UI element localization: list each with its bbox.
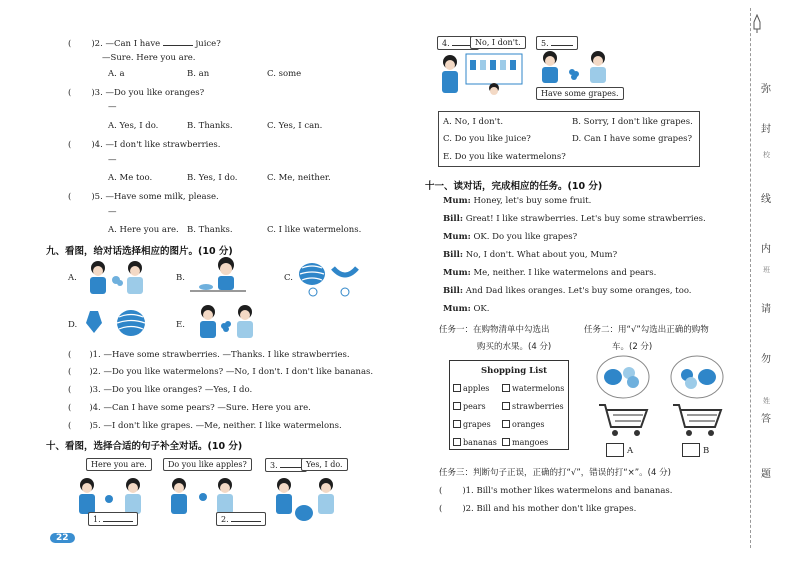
dialogue-line-1: Mum: Honey, let's buy some fruit. [443, 196, 592, 206]
section9-title: 九、看图，给对话选择相应的图片。(10 分) [46, 246, 233, 257]
dialogue-line-2: Bill: Great! I like strawberries. Let's buy some strawberries. [443, 214, 706, 224]
judge-item-1: ( )1. Bill's mother likes watermelons and bananas. [439, 486, 673, 496]
pic-label-b: B. [176, 273, 185, 283]
q4-line2: — [108, 155, 117, 165]
task2-instruction-1: 任务二：用“√”勾选出正确的购物 [584, 325, 709, 335]
task1-instruction-2: 购买的水果。(4 分) [477, 342, 552, 352]
s9-item-4: ( )4. —Can I have some pears? —Sure. Here you are. [68, 403, 311, 413]
strawberries-checkbox[interactable] [502, 402, 510, 410]
s9-item-2: ( )2. —Do you like watermelons? —No, I don't. I don't like bananas. [68, 367, 374, 377]
q5-option-a: A. Here you are. [108, 225, 179, 235]
scene5-picture [538, 48, 618, 88]
oranges-checkbox[interactable] [502, 420, 510, 428]
q4-option-a: A. Me too. [108, 173, 153, 183]
bubble-yes-i-do: Yes, I do. [301, 458, 348, 471]
side-small-1: 校 [763, 151, 770, 159]
kids-sharing-picture [80, 258, 155, 300]
q2-blank[interactable] [163, 38, 193, 46]
shop-item-bananas[interactable]: bananas [453, 438, 497, 447]
q5-option-b: B. Thanks. [187, 225, 233, 235]
cart-a-checkbox[interactable] [606, 443, 624, 457]
bubble-3: 3. [265, 458, 307, 472]
cart-b-icon [667, 355, 727, 441]
judge-item-2: ( )2. Bill and his mother don't like grapes. [439, 504, 637, 514]
cart-b-checkbox[interactable] [682, 443, 700, 457]
s9-item-5: ( )5. —I don't like grapes. —Me, neither. I like watermelons. [68, 421, 342, 431]
option-d: D. Can I have some grapes? [572, 134, 693, 144]
task2-instruction-2: 车。(2 分) [612, 342, 653, 352]
side-char-2: 封 [761, 124, 771, 135]
q5-option-c: C. I like watermelons. [267, 225, 362, 235]
option-c: C. Do you like juice? [443, 134, 531, 144]
section11-title: 十一、读对话，完成相应的任务。(10 分) [425, 181, 603, 192]
cart-b-label: B [703, 446, 710, 456]
shopping-list-title: Shopping List [481, 366, 548, 376]
dialogue-line-4: Bill: No, I don't. What about you, Mum? [443, 250, 618, 260]
q5-line2: — [108, 207, 117, 217]
side-char-4: 内 [761, 244, 771, 255]
side-char-1: 弥 [761, 84, 771, 95]
q5-line1: ( )5. —Have some milk, please. [68, 192, 219, 202]
side-char-3: 线 [761, 194, 771, 205]
grapes-checkbox[interactable] [453, 420, 461, 428]
dialogue-line-7: Mum: OK. [443, 304, 490, 314]
strawberry-watermelon-picture [84, 305, 154, 340]
q2-option-a: A. a [108, 69, 125, 79]
bubble-4: 4. [437, 36, 479, 50]
page-number: 22 [50, 533, 75, 543]
shop-item-apples[interactable]: apples [453, 384, 489, 393]
bubble-2: 2. [216, 512, 266, 526]
side-char-6: 勿 [761, 354, 771, 365]
option-a: A. No, I don't. [443, 117, 504, 127]
side-small-3: 姓 [763, 397, 770, 405]
bubble-5: 5. [536, 36, 578, 50]
apples-checkbox[interactable] [453, 384, 461, 392]
shop-item-oranges[interactable]: oranges [502, 420, 545, 429]
q2-line1: ( )2. —Can I have juice? [68, 39, 221, 49]
shop-item-strawberries[interactable]: strawberries [502, 402, 564, 411]
q3-option-a: A. Yes, I do. [108, 121, 159, 131]
watermelon-banana-picture [295, 258, 360, 298]
side-char-7: 答 [761, 414, 771, 425]
pic-label-e: E. [176, 320, 185, 330]
scene4-picture [438, 50, 526, 102]
pears-checkbox[interactable] [453, 402, 461, 410]
side-small-2: 班 [763, 266, 770, 274]
shop-item-mangoes[interactable]: mangoes [502, 438, 548, 447]
bananas-checkbox[interactable] [453, 438, 461, 446]
q4-line1: ( )4. —I don't like strawberries. [68, 140, 221, 150]
s9-item-1: ( )1. —Have some strawberries. —Thanks. I like strawberries. [68, 350, 350, 360]
shop-item-grapes[interactable]: grapes [453, 420, 491, 429]
cart-a-icon [593, 355, 653, 441]
task3-instruction: 任务三：判断句子正误，正确的打“√”，错误的打“×”。(4 分) [439, 468, 671, 478]
bubble-1-blank[interactable] [103, 514, 133, 522]
side-char-5: 请 [761, 304, 771, 315]
q2-option-c: C. some [267, 69, 302, 79]
bubble-2-blank[interactable] [231, 514, 261, 522]
pic-label-a: A. [68, 273, 77, 283]
q4-option-b: B. Yes, I do. [187, 173, 238, 183]
bubble-here-you-are: Here you are. [86, 458, 152, 471]
mangoes-checkbox[interactable] [502, 438, 510, 446]
kids-with-fruit-picture [190, 302, 265, 344]
bubble-5-blank[interactable] [551, 38, 573, 46]
option-b: B. Sorry, I don't like grapes. [572, 117, 693, 127]
q3-option-c: C. Yes, I can. [267, 121, 323, 131]
s9-item-3: ( )3. —Do you like oranges? —Yes, I do. [68, 385, 253, 395]
task1-instruction-1: 任务一：在购物清单中勾选出 [439, 325, 550, 335]
q4-option-c: C. Me, neither. [267, 173, 331, 183]
bubble-no-i-dont: No, I don't. [470, 36, 526, 49]
pic-label-c: C. [284, 273, 293, 283]
q3-line1: ( )3. —Do you like oranges? [68, 88, 205, 98]
q3-option-b: B. Thanks. [187, 121, 233, 131]
shop-item-watermelons[interactable]: watermelons [502, 384, 564, 393]
boy-at-table-picture [188, 255, 248, 300]
side-char-8: 题 [761, 469, 771, 480]
bubble-have-some-grapes: Have some grapes. [536, 87, 624, 100]
dialogue-line-3: Mum: OK. Do you like grapes? [443, 232, 578, 242]
bubble-3-blank[interactable] [280, 460, 302, 468]
seal-line [750, 8, 751, 548]
rocket-icon [752, 14, 762, 34]
section10-title: 十、看图，选择合适的句子补全对话。(10 分) [46, 441, 243, 452]
shop-item-pears[interactable]: pears [453, 402, 486, 411]
bubble-do-you-like-apples: Do you like apples? [163, 458, 252, 471]
q2-option-b: B. an [187, 69, 210, 79]
cart-a-label: A [627, 446, 634, 456]
watermelons-checkbox[interactable] [502, 384, 510, 392]
dialogue-line-6: Bill: And Dad likes oranges. Let's buy some oranges, too. [443, 286, 692, 296]
pic-label-d: D. [68, 320, 78, 330]
q3-line2: — [108, 102, 117, 112]
scene3-picture [270, 475, 345, 525]
option-e: E. Do you like watermelons? [443, 152, 566, 162]
bubble-1: 1. [88, 512, 138, 526]
q2-line2: —Sure. Here you are. [102, 53, 196, 63]
dialogue-line-5: Mum: Me, neither. I like watermelons and pears. [443, 268, 657, 278]
